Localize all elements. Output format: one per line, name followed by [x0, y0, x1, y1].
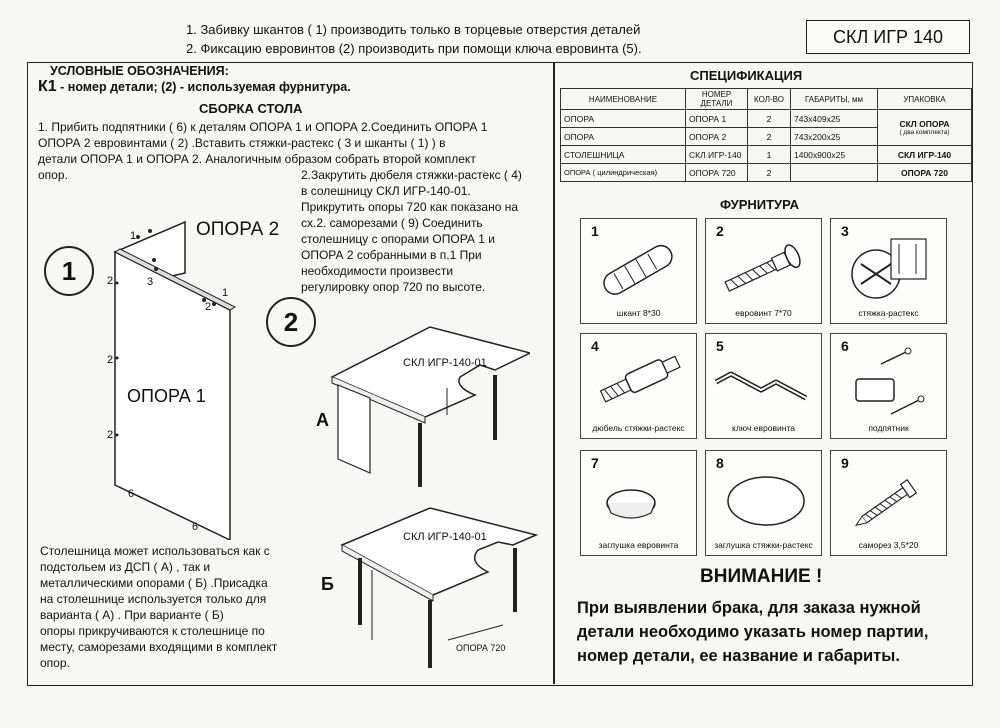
step2-line: в солешницу СКЛ ИГР-140-01. [301, 184, 471, 198]
step1-line: 1. Прибить подпятники ( 6) к деталям ОПОРА 1 и ОПОРА 2.Соединить ОПОРА 1 [38, 120, 488, 134]
part-label: 2 [205, 301, 212, 313]
note-line: опор. [40, 656, 70, 670]
part-label: 3 [147, 276, 154, 288]
instruction-2: 2. Фиксацию евровинтов (2) производить при помощи ключа евровинта (5). [186, 41, 642, 56]
hardware-caption: шкант 8*30 [616, 308, 661, 318]
hardware-caption: саморез 3,5*20 [858, 540, 919, 550]
hardware-number: 9 [841, 455, 849, 471]
spec-table [560, 88, 972, 182]
table-row [561, 164, 972, 182]
step-1-circle: 1 [44, 246, 94, 296]
note-line: месту, саморезами входящими в комплект [40, 640, 278, 654]
hardware-item-5 [705, 333, 822, 439]
hardware-item-8 [705, 450, 822, 556]
step2-line: 2.Закрутить дюбеля стяжки-растекс ( 4) [301, 168, 522, 182]
hole [148, 229, 152, 233]
spec-cell: ОПОРА 2 [686, 128, 748, 146]
spec-cell: СКЛ ИГР-140 [878, 146, 972, 164]
table-b-drawing [338, 500, 538, 670]
column-divider [553, 63, 555, 684]
step-2-circle: 2 [266, 297, 316, 347]
hardware-item-3 [830, 218, 947, 324]
hole [152, 258, 156, 262]
table-a-panel [338, 385, 370, 473]
warning-text [577, 596, 928, 668]
hardware-number: 4 [591, 338, 599, 354]
part-label: 6 [192, 521, 199, 533]
part-label: 2 [107, 429, 114, 441]
model-code: СКЛ ИГР 140 [832, 27, 944, 47]
model-code-box [806, 20, 970, 54]
hardware-caption: ключ евровинта [732, 423, 795, 433]
opora720-leader [448, 625, 503, 640]
variant-b: Б [321, 574, 334, 594]
table-a-label: СКЛ ИГР-140-01 [403, 357, 487, 369]
warning-line: номер детали, ее название и габариты. [577, 647, 900, 665]
spec-cell: СКЛ ИГР-140 [686, 146, 748, 164]
hardware-item-6 [830, 333, 947, 439]
hardware-item-9 [830, 450, 947, 556]
spec-header: КОЛ-ВО [748, 89, 791, 110]
hardware-number: 8 [716, 455, 724, 471]
spec-cell: 2 [748, 128, 791, 146]
hardware-number: 3 [841, 223, 849, 239]
note-line: на столешнице используется только для [40, 592, 267, 606]
opora720-label: ОПОРА 720 [456, 643, 506, 653]
spec-cell: ОПОРА ( цилиндрическая) [561, 164, 686, 182]
hardware-number: 7 [591, 455, 599, 471]
hole [212, 302, 216, 306]
step1-line: детали ОПОРА 1 и ОПОРА 2. Аналогичным образом собрать второй комплект [38, 152, 476, 166]
warning-line: При выявлении брака, для заказа нужной [577, 599, 921, 617]
hardware-caption: евровинт 7*70 [735, 308, 792, 318]
spec-cell: ОПОРА 720 [878, 164, 972, 182]
legend-k1 [38, 78, 351, 96]
table-b-top [342, 508, 536, 595]
hardware-item-1 [580, 218, 697, 324]
panels-drawing [100, 215, 240, 540]
spec-header: НОМЕР ДЕТАЛИ [686, 89, 748, 110]
hole [116, 434, 119, 437]
part-label: 1 [222, 287, 229, 299]
table-row [561, 110, 972, 128]
hardware-caption: дюбель стяжки-растекс [592, 423, 685, 433]
step2-line: Прикрутить опоры 720 как показано на [301, 200, 519, 214]
part-label: 2 [107, 354, 114, 366]
spec-pack: СКЛ ОПОРА [899, 119, 950, 129]
warning-line: детали необходимо указать номер партии, [577, 623, 929, 641]
note-line: опоры прикручиваются к столешнице по [40, 624, 265, 638]
part-label: 2 [107, 275, 114, 287]
step2-line: столешницу с опорами ОПОРА 1 и [301, 232, 495, 246]
hardware-item-7 [580, 450, 697, 556]
spec-pack-cell [878, 110, 972, 146]
opora2-label: ОПОРА 2 [196, 219, 280, 240]
spec-header: УПАКОВКА [878, 89, 972, 110]
spec-header: ГАБАРИТЫ, мм [791, 89, 878, 110]
hardware-number: 1 [591, 223, 599, 239]
hardware-item-4 [580, 333, 697, 439]
spec-title: СПЕЦИФИКАЦИЯ [690, 68, 803, 83]
hole [154, 267, 158, 271]
note-line: металлическими опорами ( Б) .Присадка [40, 576, 268, 590]
spec-pack-note: ( два комплекта) [899, 129, 950, 136]
instruction-1: 1. Забивку шкантов ( 1) производить только в торцевые отверстия деталей [186, 22, 641, 37]
spec-cell [791, 164, 878, 182]
hardware-caption: заглушка стяжки-растекс [714, 540, 813, 550]
legend-k1-code: К1 [38, 78, 57, 95]
spec-header-row [561, 89, 972, 110]
spec-cell: 2 [748, 110, 791, 128]
note-line: варианта ( А) . При варианте ( Б) [40, 608, 224, 622]
spec-cell: СТОЛЕШНИЦА [561, 146, 686, 164]
step2-line: ОПОРА 2 собранными в п.1 При [301, 248, 482, 262]
table-a-drawing [320, 315, 530, 495]
step1-line: опор. [38, 168, 68, 182]
table-b-label: СКЛ ИГР-140-01 [403, 531, 487, 543]
warning-title: ВНИМАНИЕ ! [700, 566, 823, 587]
variant-a: А [316, 410, 329, 430]
hardware-title: ФУРНИТУРА [720, 197, 800, 212]
spec-cell: ОПОРА 1 [686, 110, 748, 128]
hardware-caption: стяжка-растекс [858, 308, 919, 318]
step2-line: сх.2. саморезами ( 9) Соединить [301, 216, 483, 230]
spec-cell: 1 [748, 146, 791, 164]
hardware-number: 2 [716, 223, 724, 239]
spec-header: НАИМЕНОВАНИЕ [561, 89, 686, 110]
note-line: подстольем из ДСП ( А) , так и [40, 560, 211, 574]
step1-line: ОПОРА 2 евровинтами ( 2) .Вставить стяжки-растекс ( 3 и шканты ( 1) ) в [38, 136, 446, 150]
note-line: Столешница может использоваться как с [40, 544, 270, 558]
note-text [40, 543, 277, 671]
hole [116, 357, 119, 360]
spec-cell: 2 [748, 164, 791, 182]
hardware-caption: подпятник [868, 423, 909, 433]
hardware-number: 6 [841, 338, 849, 354]
hardware-number: 5 [716, 338, 724, 354]
step2-line: необходимости произвести [301, 264, 454, 278]
spec-cell: 1400х900х25 [791, 146, 878, 164]
part-label: 1 [130, 230, 137, 242]
hole [136, 235, 140, 239]
table-row [561, 146, 972, 164]
hole [116, 282, 119, 285]
spec-cell: ОПОРА 720 [686, 164, 748, 182]
part-label: 6 [128, 488, 135, 500]
spec-cell: 743х409х25 [791, 110, 878, 128]
legend-title: УСЛОВНЫЕ ОБОЗНАЧЕНИЯ: [50, 64, 229, 78]
step2-text [301, 167, 522, 295]
legend-k1-text: - номер детали; (2) - используемая фурнитура. [56, 80, 351, 94]
step2-line: регулировку опор 720 по высоте. [301, 280, 486, 294]
hardware-item-2 [705, 218, 822, 324]
hardware-caption: заглушка евровинта [598, 540, 679, 550]
opora1-label: ОПОРА 1 [127, 386, 206, 406]
assembly-title: СБОРКА СТОЛА [199, 101, 303, 116]
spec-cell: ОПОРА [561, 128, 686, 146]
spec-cell: 743х200х25 [791, 128, 878, 146]
spec-cell: ОПОРА [561, 110, 686, 128]
